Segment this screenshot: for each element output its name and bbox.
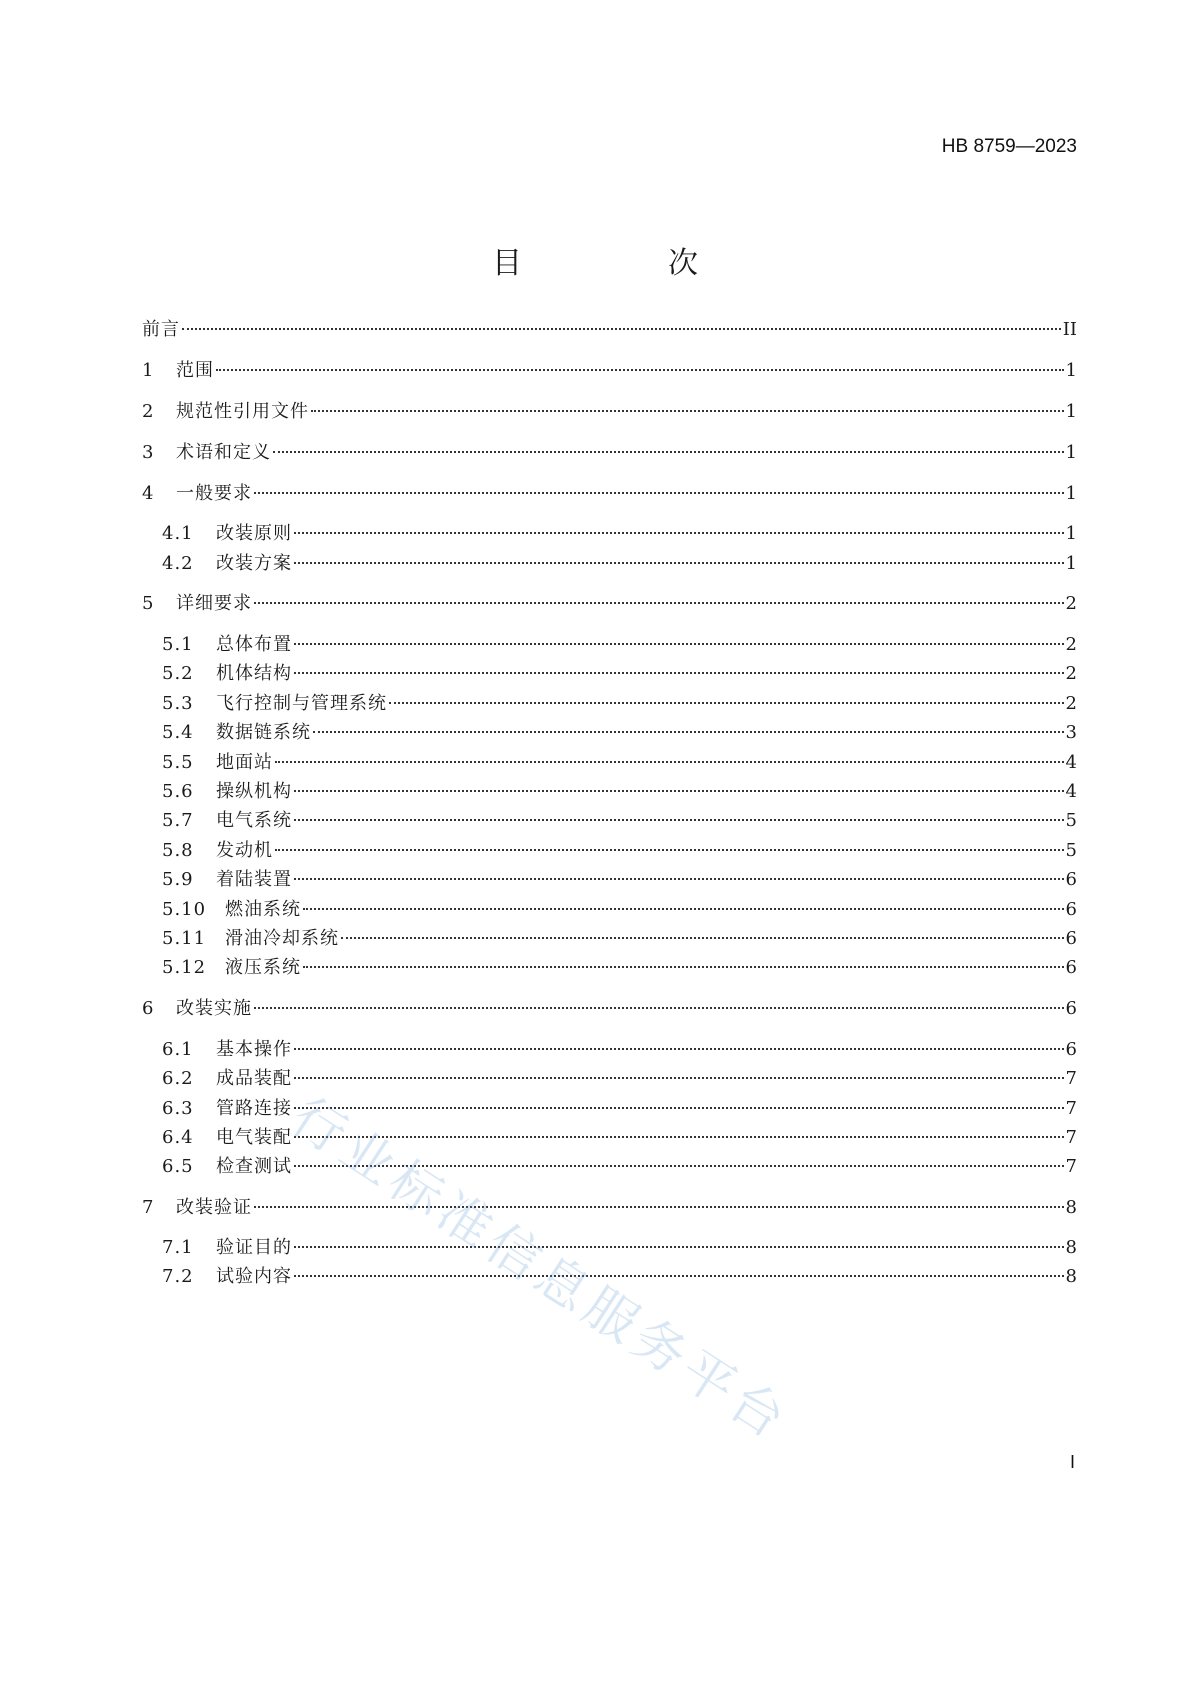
toc-leader <box>294 1077 1064 1079</box>
toc-entry-label: 总体布置 <box>216 634 292 655</box>
toc-entry-page: 5 <box>1065 840 1077 861</box>
toc-entry-label: 成品装配 <box>216 1068 292 1089</box>
toc-entry-label: 范围 <box>176 360 214 381</box>
toc-entry-page: 7 <box>1065 1098 1077 1119</box>
toc-entry-5-6[interactable] <box>162 780 1077 804</box>
toc-entry-number: 5.5 <box>162 752 194 773</box>
toc-leader <box>294 1246 1064 1248</box>
toc-leader <box>313 731 1064 733</box>
page-number: I <box>1069 1452 1075 1472</box>
toc-entry-label: 液压系统 <box>225 957 301 978</box>
toc-entry-label: 电气系统 <box>216 810 292 831</box>
toc-entry-number: 6.4 <box>162 1127 194 1148</box>
toc-entry-5-12[interactable] <box>162 956 1077 980</box>
toc-leader <box>294 643 1064 645</box>
toc-entry-number: 5.2 <box>162 663 194 684</box>
toc-entry-number: 6 <box>142 998 154 1019</box>
toc-entry-5-4[interactable] <box>162 721 1077 745</box>
toc-entry-page: 2 <box>1065 693 1077 714</box>
toc-entry-5-7[interactable] <box>162 809 1077 833</box>
toc-entry-number: 5.6 <box>162 781 194 802</box>
toc-entry-5[interactable] <box>142 592 1077 616</box>
toc-entry-6[interactable] <box>142 997 1077 1021</box>
toc-leader <box>294 532 1064 534</box>
toc-entry-number: 4.1 <box>162 523 194 544</box>
toc-entry-page: 3 <box>1065 722 1077 743</box>
toc-entry-page: 1 <box>1065 483 1077 504</box>
toc-entry-page: 1 <box>1065 553 1077 574</box>
toc-leader <box>311 410 1064 412</box>
toc-entry-page: 6 <box>1065 928 1077 949</box>
toc-entry-number: 5.1 <box>162 634 194 655</box>
toc-entry-label: 数据链系统 <box>216 722 311 743</box>
toc-entry-7[interactable] <box>142 1196 1077 1220</box>
toc-entry-page: 1 <box>1065 401 1077 422</box>
toc-entry-label: 试验内容 <box>216 1266 292 1287</box>
toc-entry-label: 改装原则 <box>216 523 292 544</box>
toc-entry-label: 改装实施 <box>176 998 252 1019</box>
toc-entry-5-9[interactable] <box>162 868 1077 892</box>
toc-entry-page: 6 <box>1065 957 1077 978</box>
toc-entry-number: 5.3 <box>162 693 194 714</box>
toc-entry-page: 6 <box>1065 998 1077 1019</box>
toc-entry-label: 操纵机构 <box>216 781 292 802</box>
toc-entry-page: 6 <box>1065 869 1077 890</box>
toc-leader <box>294 1275 1064 1277</box>
toc-entry-label: 规范性引用文件 <box>176 401 309 422</box>
toc-leader <box>182 328 1061 330</box>
toc-leader <box>273 451 1064 453</box>
toc-entry-page: 5 <box>1065 810 1077 831</box>
toc-entry-number: 5.12 <box>162 957 207 978</box>
toc-entry-number: 5 <box>142 593 154 614</box>
toc-entry-label: 机体结构 <box>216 663 292 684</box>
toc-entry-number: 5.4 <box>162 722 194 743</box>
toc-entry-5-11[interactable] <box>162 927 1077 951</box>
toc-entry-label: 管路连接 <box>216 1098 292 1119</box>
toc-leader <box>294 878 1064 880</box>
toc-entry-label: 验证目的 <box>216 1237 292 1258</box>
toc-entry-number: 5.8 <box>162 840 194 861</box>
toc-entry-page: 4 <box>1065 752 1077 773</box>
toc-leader <box>294 1048 1064 1050</box>
toc-entry-5-1[interactable] <box>162 633 1077 657</box>
toc-leader <box>303 966 1064 968</box>
toc-leader <box>294 790 1064 792</box>
toc-entry-label: 改装验证 <box>176 1197 252 1218</box>
toc-entry-4[interactable] <box>142 482 1077 506</box>
toc-entry-page: 1 <box>1065 360 1077 381</box>
toc-leader <box>254 492 1064 494</box>
toc-entry-1[interactable] <box>142 359 1077 383</box>
toc-entry-page: 8 <box>1065 1197 1077 1218</box>
toc-entry-page: 2 <box>1065 663 1077 684</box>
toc-entry-6-3[interactable] <box>162 1097 1077 1121</box>
toc-entry-label: 飞行控制与管理系统 <box>216 693 387 714</box>
toc-leader <box>389 702 1064 704</box>
page-title: 目 次 <box>492 246 756 281</box>
toc-entry-label: 基本操作 <box>216 1039 292 1060</box>
toc-entry-page: 6 <box>1065 899 1077 920</box>
toc-entry-5-2[interactable] <box>162 662 1077 686</box>
toc-entry-number: 4.2 <box>162 553 194 574</box>
toc-entry-6-5[interactable] <box>162 1155 1077 1179</box>
toc-entry-5-10[interactable] <box>162 898 1077 922</box>
toc-leader <box>294 1107 1064 1109</box>
toc-leader <box>275 761 1064 763</box>
toc-entry-3[interactable] <box>142 441 1077 465</box>
toc-entry-number: 5.10 <box>162 899 207 920</box>
toc-entry-foreword[interactable] <box>142 318 1077 342</box>
toc-leader <box>254 602 1064 604</box>
toc-leader <box>294 1136 1064 1138</box>
toc-entry-4-1[interactable] <box>162 522 1077 546</box>
toc-entry-number: 1 <box>142 360 154 381</box>
toc-entry-page: 7 <box>1065 1156 1077 1177</box>
toc-entry-page: 1 <box>1065 442 1077 463</box>
toc-leader <box>294 1165 1064 1167</box>
toc-entry-page: 1 <box>1065 523 1077 544</box>
toc-entry-number: 6.2 <box>162 1068 194 1089</box>
toc-entry-number: 5.7 <box>162 810 194 831</box>
toc-entry-page: 7 <box>1065 1127 1077 1148</box>
toc-entry-7-1[interactable] <box>162 1236 1077 1260</box>
toc-entry-7-2[interactable] <box>162 1265 1077 1289</box>
toc-entry-5-8[interactable] <box>162 839 1077 863</box>
toc-entry-6-4[interactable] <box>162 1126 1077 1150</box>
toc-entry-number: 7.2 <box>162 1266 194 1287</box>
toc-entry-page: 4 <box>1065 781 1077 802</box>
watermark: 行业标准信息服务平台 <box>280 1086 800 1454</box>
toc-entry-5-3[interactable] <box>162 692 1077 716</box>
toc-entry-label: 术语和定义 <box>176 442 271 463</box>
toc-entry-label: 详细要求 <box>176 593 252 614</box>
toc-entry-label: 燃油系统 <box>225 899 301 920</box>
toc-leader <box>341 937 1064 939</box>
toc-entry-page: 6 <box>1065 1039 1077 1060</box>
toc-entry-label: 一般要求 <box>176 483 252 504</box>
toc-entry-number: 5.9 <box>162 869 194 890</box>
toc-entry-page: 2 <box>1065 593 1077 614</box>
toc-entry-number: 6.1 <box>162 1039 194 1060</box>
toc-entry-number: 7.1 <box>162 1237 194 1258</box>
toc-leader <box>275 849 1064 851</box>
toc-entry-page: 7 <box>1065 1068 1077 1089</box>
toc-entry-4-2[interactable] <box>162 552 1077 576</box>
toc-leader <box>254 1007 1064 1009</box>
toc-entry-2[interactable] <box>142 400 1077 424</box>
toc-entry-number: 7 <box>142 1197 154 1218</box>
toc-entry-page: 2 <box>1065 634 1077 655</box>
toc-entry-number: 5.11 <box>162 928 207 949</box>
toc-leader <box>254 1206 1064 1208</box>
toc-entry-number: 6.5 <box>162 1156 194 1177</box>
toc-entry-label: 滑油冷却系统 <box>225 928 339 949</box>
toc-entry-label: 改装方案 <box>216 553 292 574</box>
toc-entry-label: 发动机 <box>216 840 273 861</box>
toc-entry-number: 6.3 <box>162 1098 194 1119</box>
toc-leader <box>303 908 1064 910</box>
toc-entry-5-5[interactable] <box>162 751 1077 775</box>
toc-entry-page: II <box>1062 319 1077 340</box>
standard-code: HB 8759—2023 <box>941 136 1077 157</box>
toc-entry-number: 2 <box>142 401 154 422</box>
toc-entry-label: 电气装配 <box>216 1127 292 1148</box>
toc-entry-label: 检查测试 <box>216 1156 292 1177</box>
toc-entry-label: 地面站 <box>216 752 273 773</box>
toc-leader <box>294 562 1064 564</box>
toc-entry-number: 4 <box>142 483 154 504</box>
toc-leader <box>294 819 1064 821</box>
toc-entry-label: 着陆装置 <box>216 869 292 890</box>
toc-entry-number: 3 <box>142 442 154 463</box>
toc-entry-6-1[interactable] <box>162 1038 1077 1062</box>
toc-leader <box>216 369 1064 371</box>
toc-entry-page: 8 <box>1065 1237 1077 1258</box>
toc-entry-label: 前言 <box>142 319 180 340</box>
toc-entry-page: 8 <box>1065 1266 1077 1287</box>
toc-leader <box>294 672 1064 674</box>
toc-entry-6-2[interactable] <box>162 1067 1077 1091</box>
